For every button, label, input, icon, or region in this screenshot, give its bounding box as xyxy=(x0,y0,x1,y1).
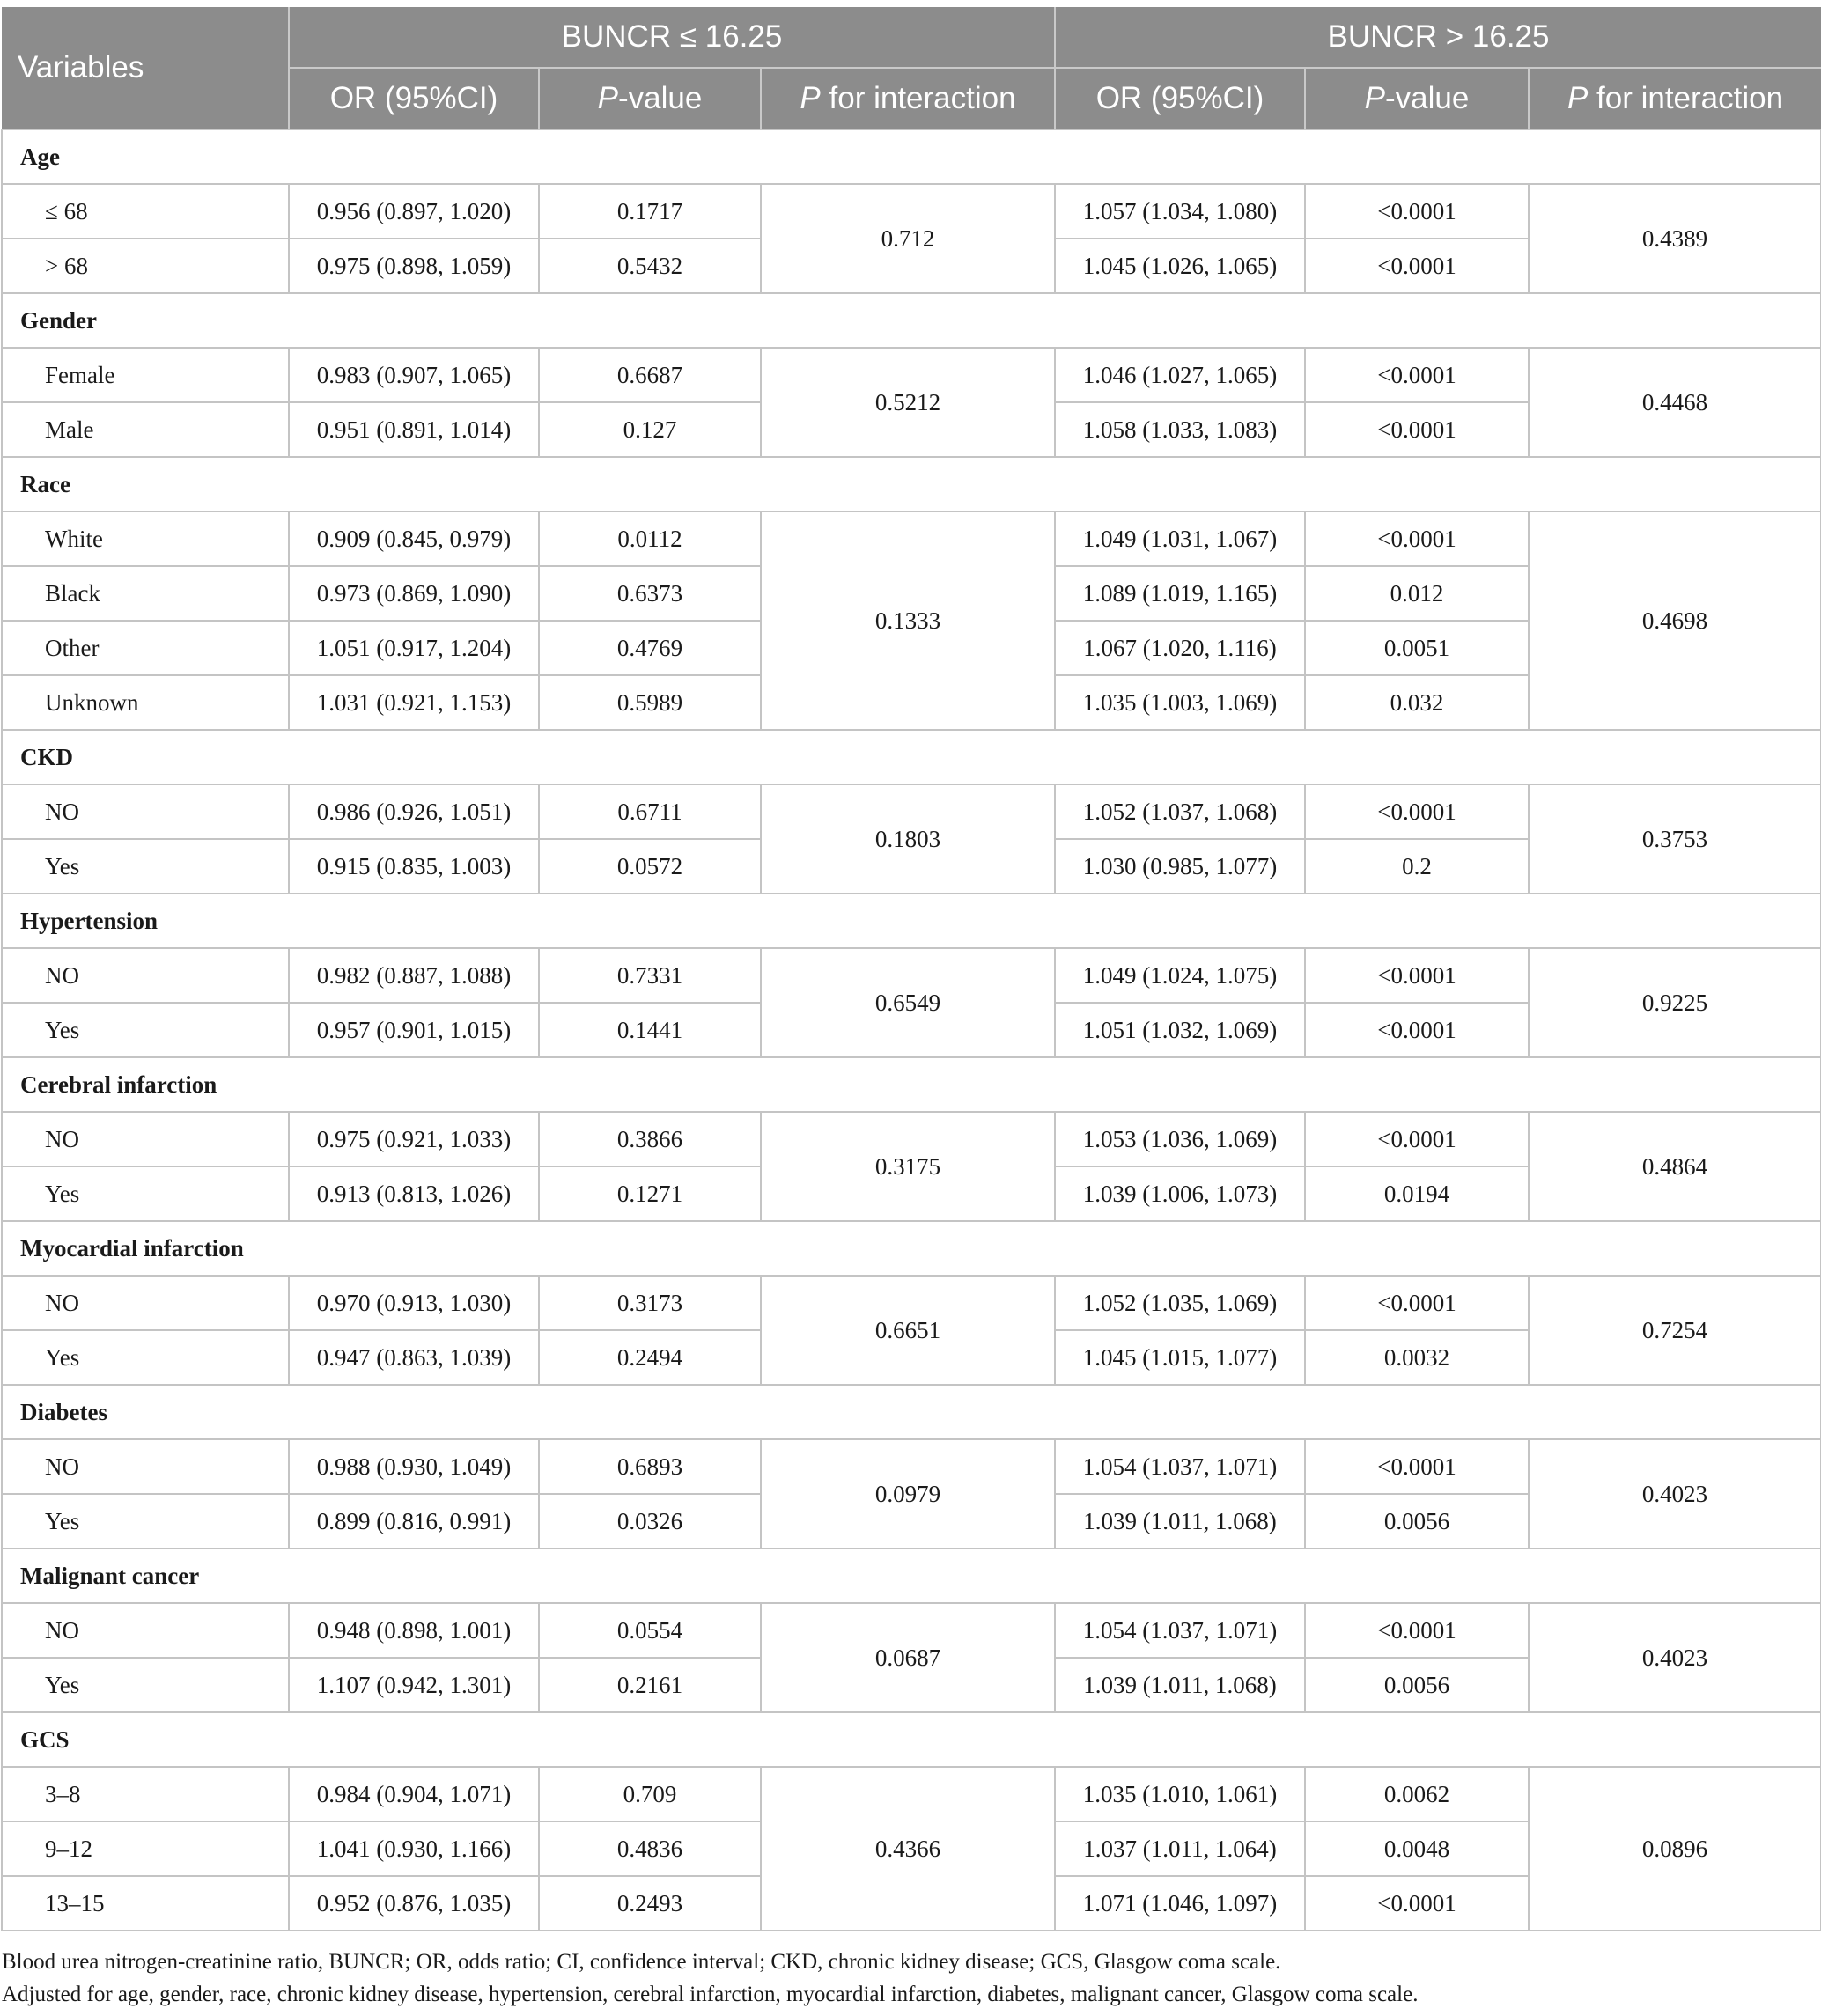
p-interaction-low-group: 0.1803 xyxy=(761,784,1055,894)
or-ci-high-group: 1.049 (1.031, 1.067) xyxy=(1055,511,1305,566)
or-ci-high-group: 1.049 (1.024, 1.075) xyxy=(1055,948,1305,1003)
p-value-high-group: <0.0001 xyxy=(1305,1003,1529,1057)
group-name: Myocardial infarction xyxy=(2,1221,1821,1276)
or-ci-low-group: 0.982 (0.887, 1.088) xyxy=(289,948,539,1003)
p-interaction-high-group: 0.0896 xyxy=(1529,1767,1821,1931)
p-value-high-group: 0.0056 xyxy=(1305,1494,1529,1549)
table-row xyxy=(2,1767,1821,1821)
or-ci-high-group: 1.067 (1.020, 1.116) xyxy=(1055,621,1305,675)
p-interaction-low-group: 0.0687 xyxy=(761,1603,1055,1712)
or-ci-low-group: 0.909 (0.845, 0.979) xyxy=(289,511,539,566)
p-value-high-group: <0.0001 xyxy=(1305,1112,1529,1166)
or-ci-low-group: 1.051 (0.917, 1.204) xyxy=(289,621,539,675)
table-footnotes xyxy=(2,1946,1418,2011)
group-header-row xyxy=(2,457,1821,511)
subgroup-label: White xyxy=(2,511,289,566)
p-interaction-high-group: 0.4023 xyxy=(1529,1603,1821,1712)
p-interaction-high-group: 0.7254 xyxy=(1529,1276,1821,1385)
p-value-high-group: 0.0048 xyxy=(1305,1821,1529,1876)
p-interaction-low-group: 0.6549 xyxy=(761,948,1055,1057)
p-value-high-group: <0.0001 xyxy=(1305,402,1529,457)
subgroup-label: NO xyxy=(2,784,289,839)
or-ci-high-group: 1.051 (1.032, 1.069) xyxy=(1055,1003,1305,1057)
table-row xyxy=(2,348,1821,402)
p-interaction-low-group: 0.1333 xyxy=(761,511,1055,730)
or-ci-low-group: 0.988 (0.930, 1.049) xyxy=(289,1439,539,1494)
table-row xyxy=(2,1439,1821,1494)
subgroup-label: Yes xyxy=(2,1494,289,1549)
or-ci-high-group: 1.057 (1.034, 1.080) xyxy=(1055,184,1305,239)
p-value-high-group: 0.0194 xyxy=(1305,1166,1529,1221)
or-ci-low-group: 0.947 (0.863, 1.039) xyxy=(289,1330,539,1385)
p-value-low-group: 0.0112 xyxy=(539,511,761,566)
subgroup-label: Yes xyxy=(2,1330,289,1385)
or-ci-low-group: 0.975 (0.898, 1.059) xyxy=(289,239,539,293)
variables-header: Variables xyxy=(2,7,289,129)
subgroup-label: Yes xyxy=(2,1658,289,1712)
group-header-row xyxy=(2,129,1821,184)
or-ci-high-group: 1.046 (1.027, 1.065) xyxy=(1055,348,1305,402)
p-interaction-suffix: for interaction xyxy=(1588,81,1784,115)
subgroup-label: NO xyxy=(2,948,289,1003)
p-value-high-group: 0.0051 xyxy=(1305,621,1529,675)
p-value-low-group: 0.2493 xyxy=(539,1876,761,1931)
p-value-high-group: <0.0001 xyxy=(1305,1876,1529,1931)
p-letter: P xyxy=(1364,81,1386,115)
or-ci-low-group: 0.952 (0.876, 1.035) xyxy=(289,1876,539,1931)
or-ci-high-group: 1.058 (1.033, 1.083) xyxy=(1055,402,1305,457)
p-value-high-group: <0.0001 xyxy=(1305,184,1529,239)
table-row xyxy=(2,184,1821,239)
or-ci-high-group: 1.035 (1.003, 1.069) xyxy=(1055,675,1305,730)
subgroup-label: Unknown xyxy=(2,675,289,730)
or-ci-high-group: 1.037 (1.011, 1.064) xyxy=(1055,1821,1305,1876)
table-row xyxy=(2,1112,1821,1166)
p-value-high-group: <0.0001 xyxy=(1305,1439,1529,1494)
p-interaction-low-group: 0.5212 xyxy=(761,348,1055,457)
or-ci-high-group: 1.089 (1.019, 1.165) xyxy=(1055,566,1305,621)
group-header-row xyxy=(2,1712,1821,1767)
p-value-low-group: 0.4836 xyxy=(539,1821,761,1876)
p-interaction-high-group: 0.4864 xyxy=(1529,1112,1821,1221)
or-ci-high-group: 1.052 (1.037, 1.068) xyxy=(1055,784,1305,839)
subgroup-label: NO xyxy=(2,1439,289,1494)
group-name: Malignant cancer xyxy=(2,1549,1821,1603)
or-ci-high-group: 1.039 (1.011, 1.068) xyxy=(1055,1658,1305,1712)
p-interaction-low-group: 0.712 xyxy=(761,184,1055,293)
p-value-low-group: 0.5432 xyxy=(539,239,761,293)
or-ci-high-group: 1.045 (1.015, 1.077) xyxy=(1055,1330,1305,1385)
p-letter: P xyxy=(597,81,619,115)
footnote-adjustment: Adjusted for age, gender, race, chronic kidney disease, hypertension, cerebral infarction, myocardial infarction, diabetes, malignant cancer, Glasgow coma scale. xyxy=(2,1983,1419,2006)
table-row xyxy=(2,511,1821,566)
p-value-high-group: 0.0056 xyxy=(1305,1658,1529,1712)
p-interaction-low-group: 0.4366 xyxy=(761,1767,1055,1931)
group-name: CKD xyxy=(2,730,1821,784)
group-low-header: BUNCR ≤ 16.25 xyxy=(289,7,1055,68)
group-name: Gender xyxy=(2,293,1821,348)
or-ci-low-group: 0.986 (0.926, 1.051) xyxy=(289,784,539,839)
or-ci-low-group: 0.957 (0.901, 1.015) xyxy=(289,1003,539,1057)
or-ci-low-group: 0.951 (0.891, 1.014) xyxy=(289,402,539,457)
p-value-low-group: 0.5989 xyxy=(539,675,761,730)
group-header-row xyxy=(2,1057,1821,1112)
p-value-high-group: <0.0001 xyxy=(1305,784,1529,839)
p-value-high-group: <0.0001 xyxy=(1305,948,1529,1003)
p-value-high-group: 0.032 xyxy=(1305,675,1529,730)
or-ci-low-group: 0.984 (0.904, 1.071) xyxy=(289,1767,539,1821)
p-interaction-high-group: 0.4389 xyxy=(1529,184,1821,293)
p-value-high-group: <0.0001 xyxy=(1305,511,1529,566)
p-value-low-group: 0.0554 xyxy=(539,1603,761,1658)
p-value-low-group: 0.4769 xyxy=(539,621,761,675)
p-value-suffix: -value xyxy=(618,81,703,115)
group-header-row xyxy=(2,293,1821,348)
subgroup-label: 13–15 xyxy=(2,1876,289,1931)
subgroup-label: > 68 xyxy=(2,239,289,293)
p-value-suffix: -value xyxy=(1385,81,1470,115)
table-body xyxy=(2,129,1821,1931)
p-value-low-group: 0.3173 xyxy=(539,1276,761,1330)
p-value-low-group: 0.0572 xyxy=(539,839,761,894)
subgroup-label: Yes xyxy=(2,1003,289,1057)
group-name: Hypertension xyxy=(2,894,1821,948)
p-value-high-group: <0.0001 xyxy=(1305,1603,1529,1658)
or-ci-low-group: 0.948 (0.898, 1.001) xyxy=(289,1603,539,1658)
p-value-low-group: 0.2161 xyxy=(539,1658,761,1712)
subgroup-label: 9–12 xyxy=(2,1821,289,1876)
subgroup-label: Male xyxy=(2,402,289,457)
p-value-header xyxy=(539,68,761,129)
p-value-low-group: 0.1717 xyxy=(539,184,761,239)
p-value-low-group: 0.6687 xyxy=(539,348,761,402)
or-ci-low-group: 0.956 (0.897, 1.020) xyxy=(289,184,539,239)
p-interaction-header xyxy=(1529,68,1821,129)
or-ci-low-group: 0.975 (0.921, 1.033) xyxy=(289,1112,539,1166)
p-value-low-group: 0.6373 xyxy=(539,566,761,621)
p-value-low-group: 0.3866 xyxy=(539,1112,761,1166)
p-interaction-low-group: 0.3175 xyxy=(761,1112,1055,1221)
or-ci-header xyxy=(1055,68,1305,129)
group-name: Diabetes xyxy=(2,1385,1821,1439)
or-ci-high-group: 1.039 (1.006, 1.073) xyxy=(1055,1166,1305,1221)
or-ci-low-group: 1.107 (0.942, 1.301) xyxy=(289,1658,539,1712)
or-ci-header xyxy=(289,68,539,129)
footnote-abbreviations: Blood urea nitrogen-creatinine ratio, BUNCR; OR, odds ratio; CI, confidence interval; CKD, chronic kidney disease; GCS, Glasgow coma scale. xyxy=(2,1950,1281,1974)
p-letter: P xyxy=(800,81,821,115)
p-value-low-group: 0.127 xyxy=(539,402,761,457)
p-value-high-group: 0.2 xyxy=(1305,839,1529,894)
or-ci-low-group: 0.899 (0.816, 0.991) xyxy=(289,1494,539,1549)
group-name: Age xyxy=(2,129,1821,184)
subgroup-label: ≤ 68 xyxy=(2,184,289,239)
or-ci-high-group: 1.054 (1.037, 1.071) xyxy=(1055,1439,1305,1494)
or-ci-high-group: 1.039 (1.011, 1.068) xyxy=(1055,1494,1305,1549)
group-high-header: BUNCR > 16.25 xyxy=(1055,7,1821,68)
p-interaction-high-group: 0.4698 xyxy=(1529,511,1821,730)
or-ci-high-group: 1.052 (1.035, 1.069) xyxy=(1055,1276,1305,1330)
subgroup-label: Other xyxy=(2,621,289,675)
p-value-low-group: 0.0326 xyxy=(539,1494,761,1549)
or-ci-high-group: 1.071 (1.046, 1.097) xyxy=(1055,1876,1305,1931)
p-value-low-group: 0.709 xyxy=(539,1767,761,1821)
group-name: Cerebral infarction xyxy=(2,1057,1821,1112)
subgroup-label: Female xyxy=(2,348,289,402)
or-ci-low-group: 0.913 (0.813, 1.026) xyxy=(289,1166,539,1221)
or-ci-low-group: 0.970 (0.913, 1.030) xyxy=(289,1276,539,1330)
p-value-low-group: 0.2494 xyxy=(539,1330,761,1385)
p-value-high-group: 0.0032 xyxy=(1305,1330,1529,1385)
subgroup-label: NO xyxy=(2,1112,289,1166)
group-header-row xyxy=(2,1385,1821,1439)
p-letter: P xyxy=(1567,81,1589,115)
table-row xyxy=(2,948,1821,1003)
or-ci-high-group: 1.035 (1.010, 1.061) xyxy=(1055,1767,1305,1821)
or-ci-high-group: 1.045 (1.026, 1.065) xyxy=(1055,239,1305,293)
p-value-high-group: <0.0001 xyxy=(1305,239,1529,293)
p-interaction-high-group: 0.9225 xyxy=(1529,948,1821,1057)
group-name: GCS xyxy=(2,1712,1821,1767)
subgroup-label: 3–8 xyxy=(2,1767,289,1821)
p-value-high-group: 0.012 xyxy=(1305,566,1529,621)
group-header-row xyxy=(2,1549,1821,1603)
p-interaction-high-group: 0.3753 xyxy=(1529,784,1821,894)
table-header xyxy=(2,7,1821,129)
p-value-low-group: 0.7331 xyxy=(539,948,761,1003)
p-interaction-suffix: for interaction xyxy=(820,81,1016,115)
subgroup-label: Black xyxy=(2,566,289,621)
p-value-low-group: 0.1441 xyxy=(539,1003,761,1057)
table-row xyxy=(2,784,1821,839)
table-row xyxy=(2,1603,1821,1658)
table-row xyxy=(2,1276,1821,1330)
subgroup-label: NO xyxy=(2,1603,289,1658)
or-ci-low-group: 1.041 (0.930, 1.166) xyxy=(289,1821,539,1876)
p-interaction-low-group: 0.6651 xyxy=(761,1276,1055,1385)
subgroup-label: Yes xyxy=(2,839,289,894)
group-header-row xyxy=(2,730,1821,784)
subgroup-label: Yes xyxy=(2,1166,289,1221)
subgroup-analysis-table xyxy=(1,7,1821,1931)
p-value-low-group: 0.6711 xyxy=(539,784,761,839)
or-ci-high-group: 1.053 (1.036, 1.069) xyxy=(1055,1112,1305,1166)
or-ci-header-label: OR (95%CI) xyxy=(329,81,498,115)
p-interaction-high-group: 0.4468 xyxy=(1529,348,1821,457)
or-ci-low-group: 1.031 (0.921, 1.153) xyxy=(289,675,539,730)
or-ci-low-group: 0.915 (0.835, 1.003) xyxy=(289,839,539,894)
p-value-high-group: <0.0001 xyxy=(1305,348,1529,402)
p-value-high-group: <0.0001 xyxy=(1305,1276,1529,1330)
p-value-header xyxy=(1305,68,1529,129)
group-header-row xyxy=(2,1221,1821,1276)
group-header-row xyxy=(2,894,1821,948)
or-ci-low-group: 0.973 (0.869, 1.090) xyxy=(289,566,539,621)
subgroup-label: NO xyxy=(2,1276,289,1330)
p-interaction-low-group: 0.0979 xyxy=(761,1439,1055,1549)
p-interaction-header xyxy=(761,68,1055,129)
or-ci-high-group: 1.054 (1.037, 1.071) xyxy=(1055,1603,1305,1658)
or-ci-low-group: 0.983 (0.907, 1.065) xyxy=(289,348,539,402)
or-ci-high-group: 1.030 (0.985, 1.077) xyxy=(1055,839,1305,894)
group-name: Race xyxy=(2,457,1821,511)
p-interaction-high-group: 0.4023 xyxy=(1529,1439,1821,1549)
p-value-low-group: 0.6893 xyxy=(539,1439,761,1494)
p-value-high-group: 0.0062 xyxy=(1305,1767,1529,1821)
p-value-low-group: 0.1271 xyxy=(539,1166,761,1221)
or-ci-header-label: OR (95%CI) xyxy=(1095,81,1264,115)
